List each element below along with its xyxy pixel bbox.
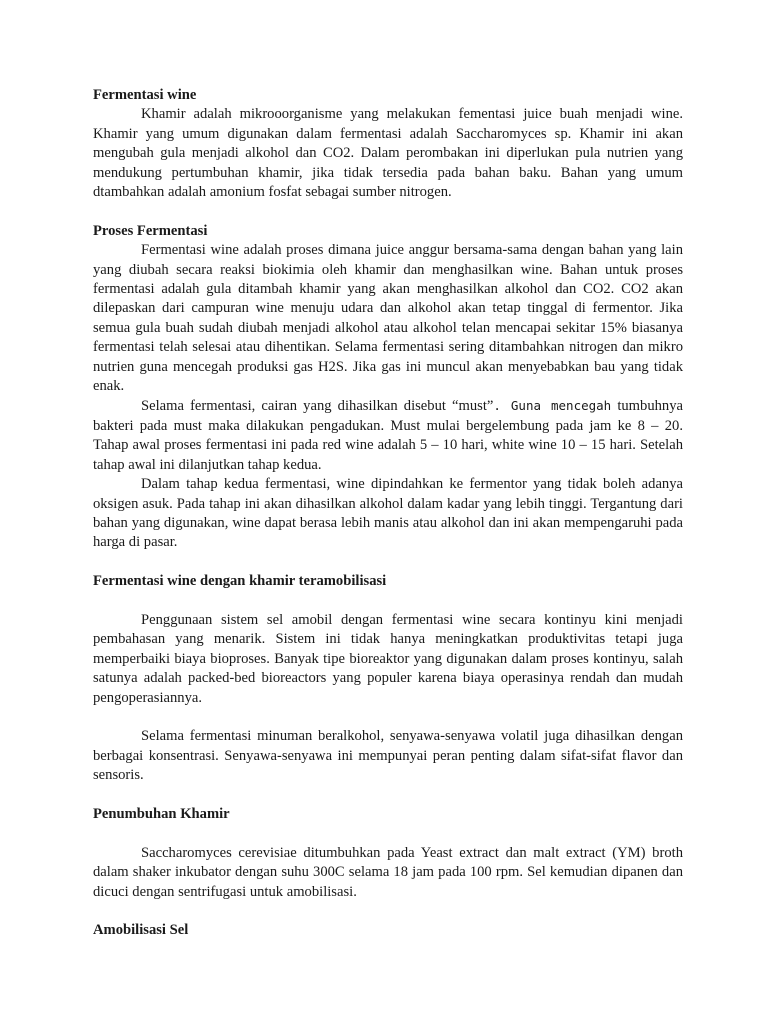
paragraph-must — [93, 396, 683, 475]
paragraph-saccharomyces: Saccharomyces cerevisiae ditumbuhkan pada Yeast extract dan malt extract (YM) broth dalam shaker inkubator dengan suhu 300C selama 18 jam pada 100 rpm. Sel kemudian dipanen dan dicuci dengan sentrifugasi untuk amobilisasi. — [93, 844, 683, 900]
paragraph-sel-amobil: Penggunaan sistem sel amobil dengan fermentasi wine secara kontinyu kini menjadi pembahasan yang menarik. Sistem ini tidak hanya meningkatkan produktivitas tetapi juga memperbaiki biaya bioproses. Banyak tipe bioreaktor yang digunakan dalam proses kontinyu, salah satunya adalah packed-bed bioreactors yang populer karena biaya operasinya rendah dan mudah pengoperasiannya. — [93, 611, 683, 706]
must-text-start: Selama fermentasi, cairan yang dihasilkan disebut “must” — [141, 398, 494, 415]
must-text-end: tumbuhnya bakteri pada must maka dilakukan pengadukan. Must mulai bergelembung pada jam ke 8 – 20. Tahap awal proses fermentasi ini pada red wine adalah 5 – 10 hari, white wine 10 – 15 hari. Setelah tahap awal ini dilanjutkan tahap kedua. — [93, 398, 683, 473]
heading-proses-fermentasi: Proses Fermentasi — [93, 222, 208, 239]
paragraph-senyawa-volatil: Selama fermentasi minuman beralkohol, senyawa-senyawa volatil juga dihasilkan dengan berbagai konsentrasi. Senyawa-senyawa ini mempunyai peran penting dalam sifat-sifat flavor dan sensoris. — [93, 728, 683, 784]
paragraph-khamir: Khamir adalah mikrooorganisme yang melakukan fementasi juice buah menjadi wine. Khamir yang umum digunakan dalam fermentasi adalah Saccharomyces sp. Khamir ini akan mengubah gula menjadi alkohol dan CO2. Dalam perombakan ini diperlukan pula nutrien yang mendukung pertumbuhan khamir, jika tidak tersedia pada bahan baku. Bahan yang umum dtambahkan adalah amonium fosfat sebagai sumber nitrogen. — [93, 106, 683, 201]
heading-khamir-teramobilisasi: Fermentasi wine dengan khamir teramobilisasi — [93, 573, 387, 590]
document-page — [93, 86, 683, 941]
paragraph-tahap-kedua: Dalam tahap kedua fermentasi, wine dipindahkan ke fermentor yang tidak boleh adanya oksigen asuk. Pada tahap ini akan dihasilkan alkohol dalam kadar yang lebih tinggi. Tergantung dari bahan yang digunakan, wine dapat berasa lebih manis atau alkohol dan ini akan mempengaruhi pada harga di pasar. — [93, 476, 683, 551]
heading-fermentasi-wine: Fermentasi wine — [93, 87, 197, 103]
must-text-odd-font: . Guna mencegah — [493, 398, 612, 414]
heading-penumbuhan-khamir: Penumbuhan Khamir — [93, 805, 230, 822]
paragraph-proses: Fermentasi wine adalah proses dimana juice anggur bersama-sama dengan bahan yang lain yang diubah secara reaksi biokimia oleh khamir dan menghasilkan wine. Bahan untuk proses fermentasi adalah gula ditambah khamir yang akan menghasilkan alkohol dan CO2. CO2 akan dilepaskan dari campuran wine menuju udara dan alkohol akan tetap tinggal di fermentor. Jika semua gula buah sudah diubah menjadi alkohol atau alkohol telan mencapai sekitar 15% biasanya fermentasi telah selesai atau dihentikan. Selama fermentasi sering ditambahkan nitrogen dan mikro nutrien guna mencegah produksi gas H2S. Jika gas ini muncul akan menyebabkan bau yang tidak enak. — [93, 242, 683, 395]
heading-amobilisasi-sel: Amobilisasi Sel — [93, 922, 189, 939]
